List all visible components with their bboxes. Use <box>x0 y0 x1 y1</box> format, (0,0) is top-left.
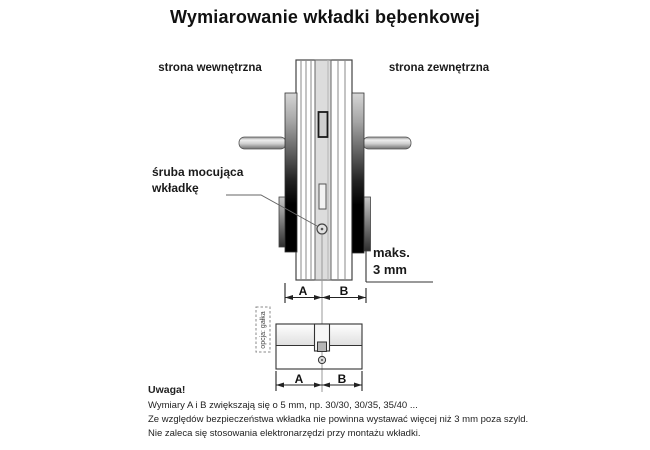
label-inner-side: strona wewnętrzna <box>158 62 262 74</box>
label-fixing-screw <box>152 164 243 196</box>
label-fixing-screw-line1: śruba mocująca <box>152 165 244 179</box>
notes-heading: Uwaga! <box>148 384 186 396</box>
cylinder-end-left <box>279 197 286 247</box>
cylinder-end-right <box>364 197 371 251</box>
fixing-screw-head <box>317 224 327 234</box>
dim-label-a-lower: A <box>294 372 304 386</box>
faceplate-slot-lower <box>319 184 326 209</box>
lock-faceplate <box>315 60 331 280</box>
door-cross-section <box>296 60 352 280</box>
note-line-1: Wymiary A i B zwiększają się o 5 mm, np. 30/30, 30/35, 35/40 ... <box>148 400 418 411</box>
cylinder-profile-body <box>276 324 362 369</box>
escutcheon-left <box>285 93 297 252</box>
label-knob-option: opcja: gałka <box>259 311 267 349</box>
note-line-3: Nie zaleca się stosowania elektronarzędzi przy montażu wkładki. <box>148 428 421 439</box>
label-outer-side: strona zewnętrzna <box>388 62 490 74</box>
label-fixing-screw-line2: wkładkę <box>152 181 199 195</box>
notes-block <box>148 384 578 441</box>
dim-label-b-lower: B <box>337 372 347 386</box>
handle-spindle-right <box>363 137 411 149</box>
label-max-line2: 3 mm <box>373 262 407 277</box>
page-title: Wymiarowanie wkładki bębenkowej <box>170 7 480 27</box>
note-line-2: Ze względów bezpieczeństwa wkładka nie powinna wystawać więcej niż 3 mm poza szyld. <box>148 414 529 425</box>
escutcheon-right <box>352 93 364 253</box>
dim-label-b-upper: B <box>339 284 349 298</box>
dim-label-a-upper: A <box>298 284 308 298</box>
faceplate-slot-upper <box>319 112 328 137</box>
label-max-line1: maks. <box>373 245 410 260</box>
label-max-protrusion <box>373 244 410 278</box>
handle-spindle-left <box>239 137 286 149</box>
